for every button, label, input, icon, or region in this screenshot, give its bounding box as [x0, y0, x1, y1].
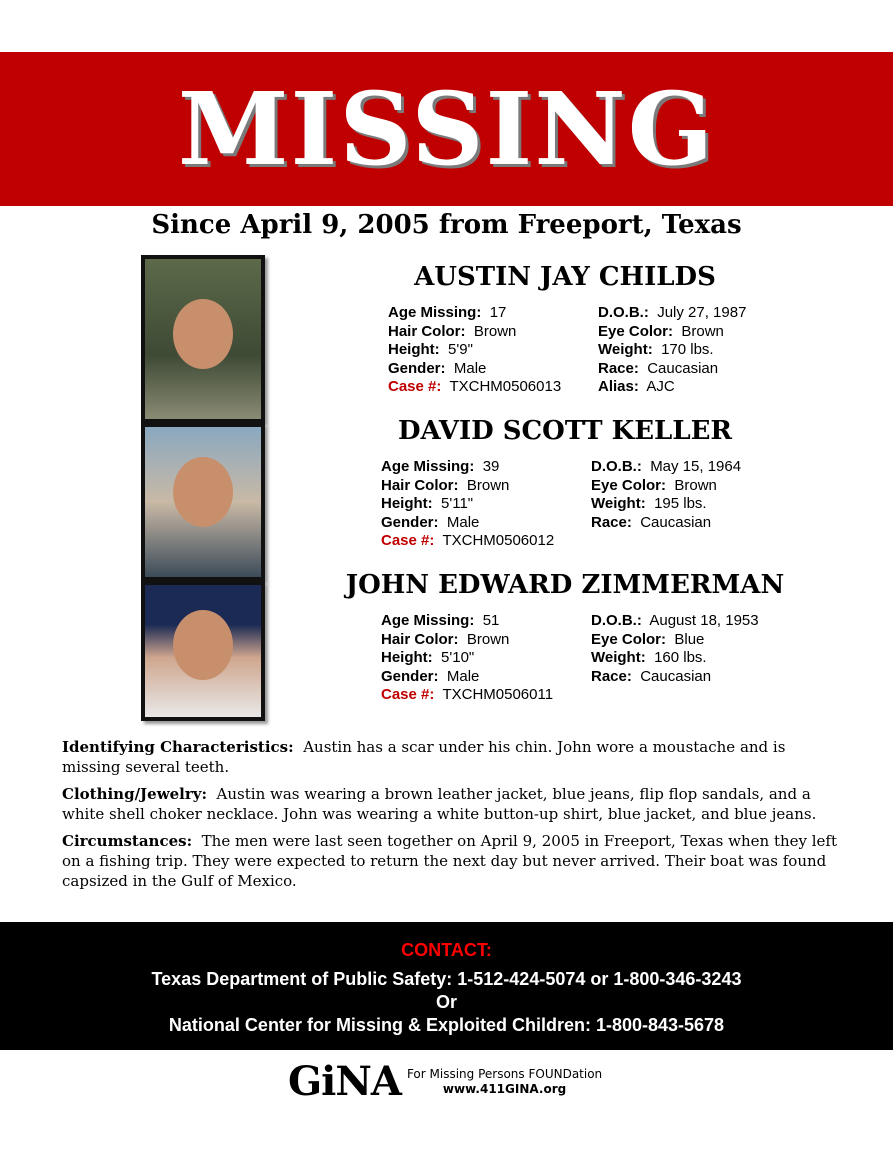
field-d-o-b: [598, 304, 798, 323]
field-label: Weight:: [598, 341, 653, 359]
field-value: 39: [482, 458, 500, 475]
field-case: [381, 686, 591, 705]
field-label: Race:: [591, 513, 632, 531]
field-value: May 15, 1964: [650, 458, 742, 475]
banner-title: MISSING: [177, 70, 716, 188]
field-label: Case #:: [381, 686, 435, 704]
field-label: Eye Color:: [598, 322, 674, 340]
field-label: Height:: [381, 649, 433, 667]
field-gender: [381, 668, 591, 687]
field-race: [591, 514, 791, 533]
field-value: Male: [453, 359, 487, 377]
field-alias: [598, 378, 798, 397]
field-height: [381, 495, 591, 514]
field-race: [598, 360, 798, 379]
field-d-o-b: [591, 458, 791, 477]
person-3: [320, 570, 810, 705]
photo-david-keller: [141, 423, 265, 581]
field-value: 160 lbs.: [654, 649, 707, 667]
gina-logo: [288, 1058, 602, 1105]
field-value: TXCHM0506013: [449, 378, 562, 396]
field-value: 170 lbs.: [661, 341, 714, 359]
field-value: July 27, 1987: [657, 304, 747, 321]
field-case: [381, 532, 591, 551]
field-label: Hair Color:: [381, 476, 459, 494]
person-name: AUSTIN JAY CHILDS: [414, 262, 716, 292]
field-label: Gender:: [388, 359, 446, 377]
since-line: Since April 9, 2005 from Freeport, Texas: [151, 210, 742, 240]
field-value: Caucasian: [640, 513, 712, 531]
field-label: Hair Color:: [388, 322, 466, 340]
photo-john-zimmerman: [141, 581, 265, 721]
field-label: Alias:: [598, 378, 639, 396]
field-label: Race:: [598, 359, 639, 377]
field-label: Case #:: [381, 532, 435, 550]
photo-column: [141, 255, 265, 721]
field-value: Blue: [674, 630, 705, 648]
field-value: Male: [446, 513, 480, 531]
contact-ncmec: National Center for Missing & Exploited Children: 1-800-843-5678: [168, 1015, 725, 1035]
field-d-o-b: [591, 612, 791, 631]
field-height: [388, 341, 598, 360]
circumstances: Circumstances: The men were last seen together on April 9, 2005 in Freeport, Texas when they left on a fishing trip. They were expected to return the next day but never arrived. Their boat was found capsized in the Gulf of Mexico.: [62, 832, 838, 890]
field-value: 5'10": [441, 649, 475, 667]
field-label: Weight:: [591, 649, 646, 667]
field-value: Brown: [466, 476, 510, 494]
field-weight: [591, 495, 791, 514]
field-label: Gender:: [381, 667, 439, 685]
field-value: Caucasian: [647, 359, 719, 377]
field-value: Brown: [466, 630, 510, 648]
gina-url: www.411GINA.org: [442, 1081, 567, 1096]
person-1: [330, 262, 800, 397]
field-hair-color: [388, 323, 598, 342]
field-hair-color: [381, 631, 591, 650]
field-value: Male: [446, 667, 480, 685]
field-age-missing: [388, 304, 598, 323]
field-label: D.O.B.:: [591, 612, 642, 629]
field-weight: [598, 341, 798, 360]
field-value: 51: [482, 612, 500, 629]
field-label: Case #:: [388, 378, 442, 396]
contact-or: Or: [435, 992, 457, 1012]
missing-banner: [0, 52, 893, 206]
field-label: Height:: [388, 341, 440, 359]
field-height: [381, 649, 591, 668]
field-label: Age Missing:: [388, 304, 482, 321]
gina-tagline: For Missing Persons FOUNDation: [406, 1066, 603, 1081]
field-label: Hair Color:: [381, 630, 459, 648]
field-label: Height:: [381, 495, 433, 513]
field-label: Age Missing:: [381, 458, 475, 475]
field-age-missing: [381, 612, 591, 631]
gina-logo-mark: GiNA: [288, 1058, 401, 1105]
person-name: DAVID SCOTT KELLER: [397, 416, 733, 446]
clothing-jewelry: Clothing/Jewelry: Austin was wearing a brown leather jacket, blue jeans, flip flop sandals, and a white shell choker necklace. John was wearing a white button-up shirt, blue jacket, and blue jeans.: [62, 785, 817, 823]
field-label: Eye Color:: [591, 630, 667, 648]
field-value: 5'11": [441, 495, 474, 513]
field-eye-color: [591, 631, 791, 650]
field-label: D.O.B.:: [591, 458, 642, 475]
field-value: Caucasian: [640, 667, 712, 685]
field-label: Age Missing:: [381, 612, 475, 629]
person-name: JOHN EDWARD ZIMMERMAN: [345, 570, 785, 600]
field-gender: [388, 360, 598, 379]
field-value: August 18, 1953: [649, 612, 759, 629]
field-gender: [381, 514, 591, 533]
contact-heading: CONTACT:: [401, 940, 492, 960]
field-value: 5'9": [448, 341, 473, 359]
contact-dps: Texas Department of Public Safety: 1-512-424-5074 or 1-800-346-3243: [151, 969, 742, 989]
field-eye-color: [598, 323, 798, 342]
field-label: Gender:: [381, 513, 439, 531]
field-value: Brown: [674, 476, 717, 494]
field-label: Weight:: [591, 495, 646, 513]
field-value: Brown: [681, 322, 724, 340]
field-race: [591, 668, 791, 687]
details-section: [62, 737, 842, 898]
field-value: TXCHM0506012: [442, 532, 555, 550]
field-value: 17: [489, 304, 507, 321]
field-label: D.O.B.:: [598, 304, 649, 321]
field-label: Race:: [591, 667, 632, 685]
field-value: TXCHM0506011: [442, 686, 554, 704]
field-eye-color: [591, 477, 791, 496]
field-value: 195 lbs.: [654, 495, 707, 513]
field-case: [388, 378, 598, 397]
field-weight: [591, 649, 791, 668]
field-value: Brown: [473, 322, 517, 340]
identifying-characteristics: Identifying Characteristics: Austin has a scar under his chin. John wore a moustache and is missing several teeth.: [62, 738, 786, 776]
field-age-missing: [381, 458, 591, 477]
photo-austin-childs: [141, 255, 265, 423]
field-hair-color: [381, 477, 591, 496]
contact-section: [0, 922, 893, 1050]
person-2: [330, 416, 800, 551]
field-value: AJC: [646, 378, 675, 396]
field-label: Eye Color:: [591, 476, 667, 494]
